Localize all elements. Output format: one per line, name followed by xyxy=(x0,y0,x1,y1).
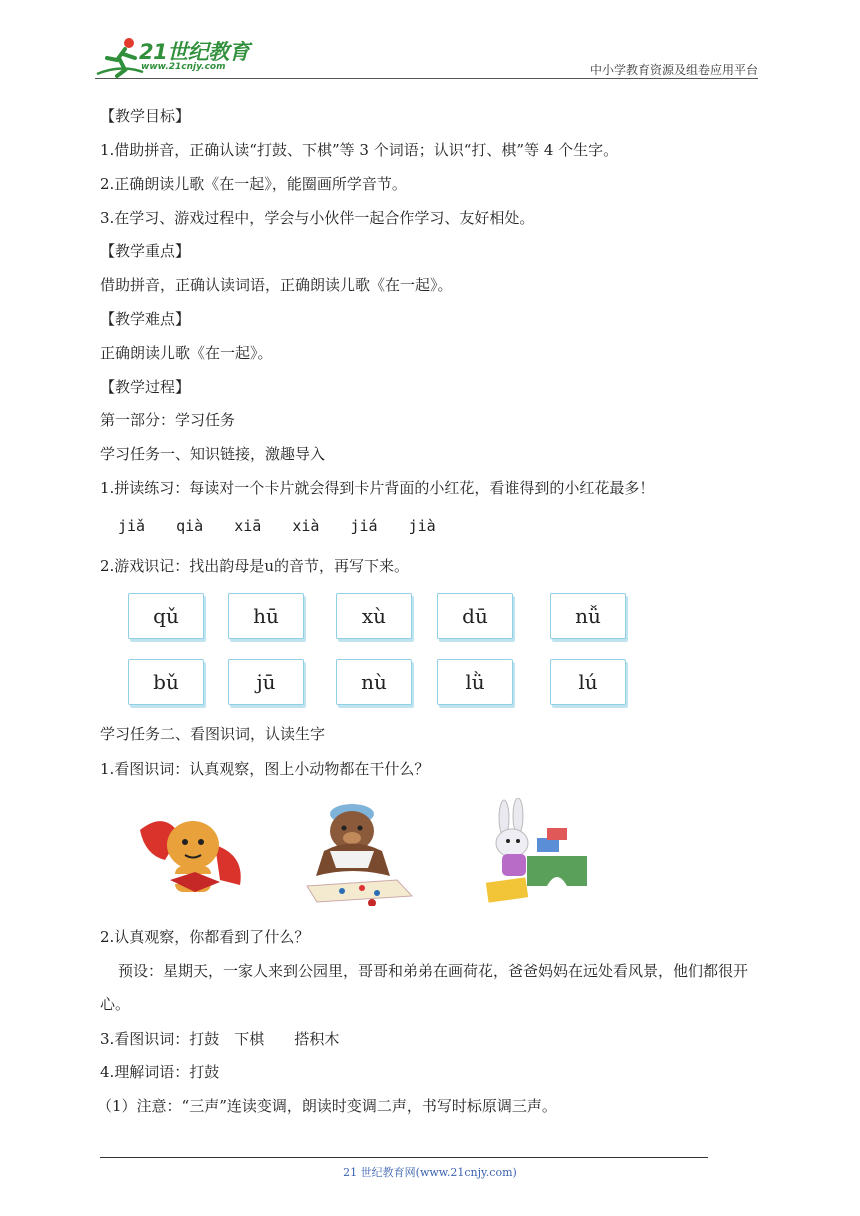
header-divider xyxy=(95,78,758,79)
syllable-card: nǚ xyxy=(550,593,626,639)
site-logo xyxy=(95,34,265,78)
preset-answer: 预设：星期天，一家人来到公园里，哥哥和弟弟在画荷花，爸爸妈妈在远处看风景，他们都很开心。 xyxy=(100,962,749,1013)
pinyin-item: jiá xyxy=(350,517,378,535)
syllable-card: bǔ xyxy=(128,659,204,705)
objective-1: 1.借助拼音，正确认读“打鼓、下棋”等 3 个词语；认识“打、棋”等 4 个生字。 xyxy=(100,141,619,159)
objective-2: 2.正确朗读儿歌《在一起》，能圈画所学音节。 xyxy=(100,175,407,193)
section-heading-objectives: 【教学目标】 xyxy=(100,107,191,125)
pinyin-item: xiā xyxy=(234,517,262,535)
pinyin-item: qià xyxy=(176,517,204,535)
logo-url: www.21cnjy.com xyxy=(141,62,226,72)
syllable-card: jū xyxy=(228,659,304,705)
section-heading-key-points: 【教学重点】 xyxy=(100,242,191,260)
objective-3: 3.在学习、游戏过程中，学会与小伙伴一起合作学习、友好相处。 xyxy=(100,209,535,227)
syllable-card: qǔ xyxy=(128,593,204,639)
task-two-title: 学习任务二、看图识词，认读生字 xyxy=(100,725,326,743)
section-heading-process: 【教学过程】 xyxy=(100,378,191,396)
syllable-card: xù xyxy=(336,593,412,639)
task-one-step-1: 1.拼读练习：每读对一个卡片就会得到卡片背面的小红花，看谁得到的小红花最多！ xyxy=(100,479,655,497)
rabbit-blocks-icon xyxy=(482,798,597,908)
syllable-card: dū xyxy=(437,593,513,639)
difficulty-text: 正确朗读儿歌《在一起》。 xyxy=(100,344,273,362)
pinyin-practice-row xyxy=(118,517,458,535)
pinyin-item: xià xyxy=(292,517,320,535)
footer-source: 21 世纪教育网(www.21cnjy.com) xyxy=(343,1166,517,1179)
task-one-title: 学习任务一、知识链接，激趣导入 xyxy=(100,445,326,463)
section-heading-difficulty: 【教学难点】 xyxy=(100,310,191,328)
page-header xyxy=(95,34,758,80)
task-two-step-3: 3.看图识词：打鼓 下棋 搭积木 xyxy=(100,1030,340,1048)
task-two-step-1: 1.看图识词：认真观察，图上小动物都在干什么？ xyxy=(100,760,430,778)
task-two-step-2: 2.认真观察，你都看到了什么？ xyxy=(100,928,310,946)
footer-divider xyxy=(100,1157,708,1158)
syllable-card: hū xyxy=(228,593,304,639)
key-point-text: 借助拼音，正确认读词语，正确朗读儿歌《在一起》。 xyxy=(100,276,453,294)
syllable-card: nù xyxy=(336,659,412,705)
syllable-card: lǜ xyxy=(437,659,513,705)
part-one-title: 第一部分：学习任务 xyxy=(100,411,236,429)
header-tagline: 中小学教育资源及组卷应用平台 xyxy=(589,63,758,77)
logo-text: 21世纪教育 xyxy=(139,40,250,64)
syllable-card: lú xyxy=(550,659,626,705)
pinyin-item: jià xyxy=(408,517,436,535)
runner-icon xyxy=(95,34,145,78)
bear-chess-icon xyxy=(302,796,417,906)
tiger-drum-icon xyxy=(135,800,250,905)
task-two-step-4: 4.理解词语：打鼓 xyxy=(100,1063,220,1081)
task-one-step-2: 2.游戏识记：找出韵母是u的音节，再写下来。 xyxy=(100,557,409,575)
task-two-note: （1）注意：“三声”连读变调，朗读时变调二声，书写时标原调三声。 xyxy=(97,1097,557,1115)
pinyin-item: jiǎ xyxy=(118,517,146,535)
